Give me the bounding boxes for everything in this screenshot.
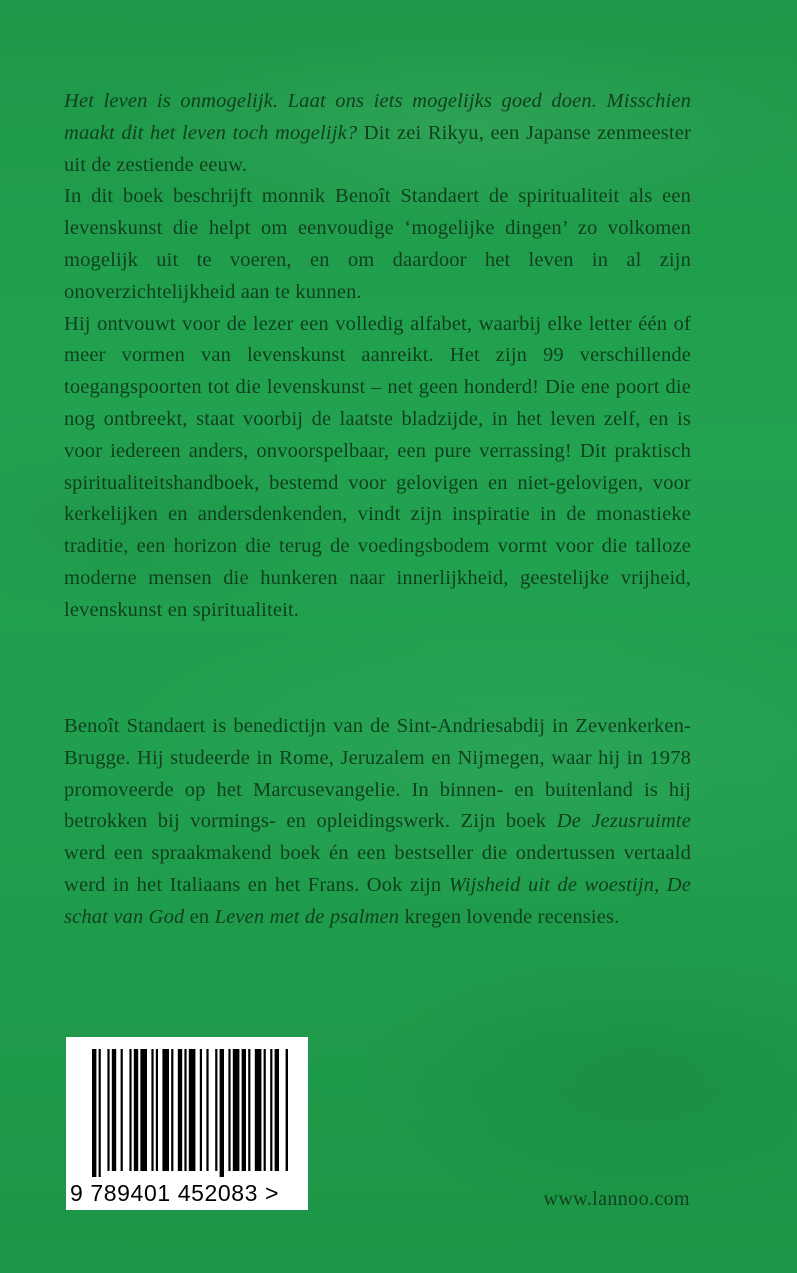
author-bio <box>64 711 691 934</box>
barcode-digits: 9 789401 452083 > <box>70 1180 280 1206</box>
publisher-website[interactable]: www.lannoo.com <box>543 1188 690 1210</box>
author-bio-text: werd een spraakmakend boek én een bestseller die ondertussen vertaald werd in het Italiaans en het Frans. Ook zijn <box>64 842 691 896</box>
blurb-paragraph-2: In dit boek beschrijft monnik Benoît Standaert de spiritualiteit als een levenskunst die helpt om eenvoudige ‘mogelijke dingen’ zo volkomen mogelijk uit te voeren, en om daardoor het leven in al zijn onoverzichtelijkheid aan te kunnen. <box>64 185 691 303</box>
rikyu-quote: Het leven is onmogelijk. Laat ons iets mogelijks goed doen. Misschien maakt dit het leven toch mogelijk? <box>64 90 691 144</box>
isbn-barcode <box>66 1037 308 1210</box>
author-bio-text: en <box>184 905 215 928</box>
author-bio-text: kregen lovende recensies. <box>399 905 620 928</box>
blurb-paragraph-quote <box>64 86 691 181</box>
author-bio-text: , <box>654 873 667 896</box>
blurb <box>64 86 691 627</box>
blurb-paragraph-3: Hij ontvouwt voor de lezer een volledig alfabet, waarbij elke letter één of meer vormen van levenskunst aanreikt. Het zijn 99 verschillende toegangspoorten tot die levenskunst – net geen honderd! Die ene poort die nog ontbreekt, staat voorbij de laatste bladzijde, in het leven zelf, en is voor iedereen anders, onvoorspelbaar, een pure verrassing! Dit praktisch spiritualiteitshandboek, bestemd voor gelovigen en niet-gelovigen, voor kerkelijken en andersdenkenden, vindt zijn inspiratie in de monastieke traditie, een horizon die terug de voedingsbodem vormt voor die talloze moderne mensen die hunkeren naar innerlijkheid, geestelijke vrijheid, levenskunst en spiritualiteit. <box>64 312 691 621</box>
author-bio-paragraph <box>64 711 691 934</box>
book-title-psalmen: Leven met de psalmen <box>214 905 400 928</box>
book-title-schat: De schat van God <box>64 873 691 928</box>
book-title-wijsheid: Wijsheid uit de woestijn <box>448 873 655 896</box>
author-bio-text: Benoît Standaert is benedictijn van de Sint-Andriesabdij in Zevenkerken-Brugge. Hij studeerde in Rome, Jeruzalem en Nijmegen, waar hij in 1978 promoveerde op het Marcusevangelie. In binnen- en buitenland is hij betrokken bij vormings- en opleidingswerk. Zijn boek <box>64 715 691 833</box>
quote-attribution: Dit zei Rikyu, een Japanse zenmeester uit de zestiende eeuw. <box>64 121 691 176</box>
book-title-jezusruimte: De Jezusruimte <box>556 810 691 833</box>
